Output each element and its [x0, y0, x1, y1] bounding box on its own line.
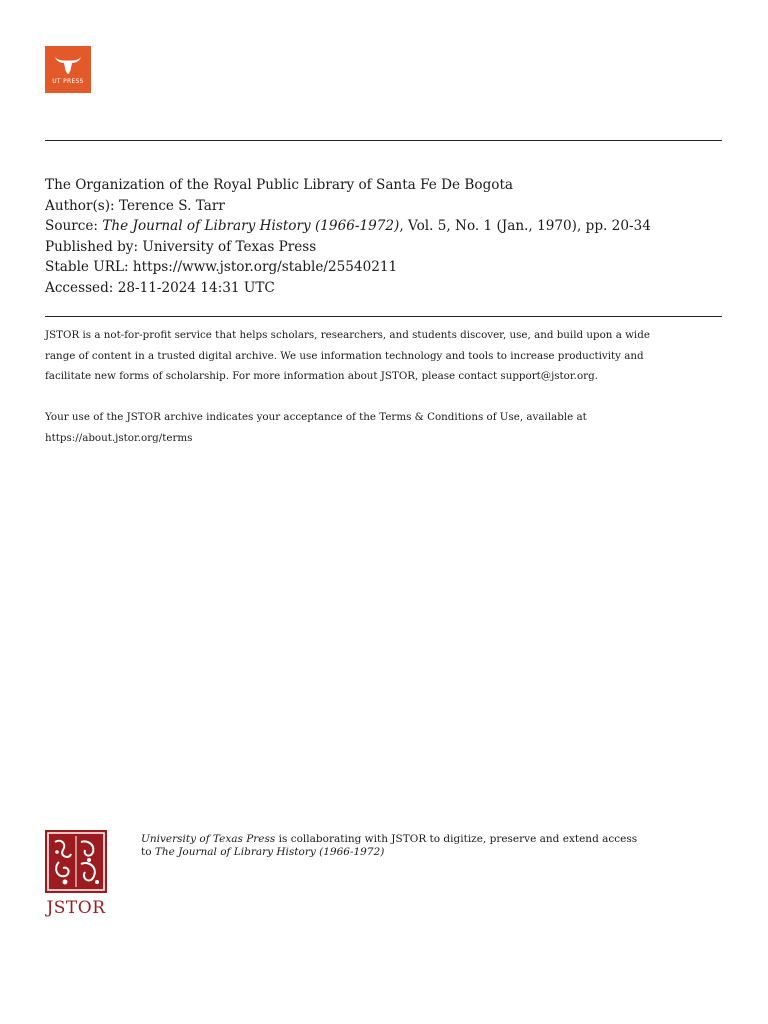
article-title: The Organization of the Royal Public Library of Santa Fe De Bogota [45, 177, 514, 193]
collab-prefix: to [141, 846, 155, 858]
author-name: Terence S. Tarr [118, 197, 225, 214]
stable-url-label: Stable URL: [45, 259, 129, 275]
source-details: , Vol. 5, No. 1 (Jan., 1970), pp. 20-34 [399, 218, 651, 234]
source-journal: The Journal of Library History (1966-1972) [102, 218, 400, 234]
collab-publisher: University of Texas Press [141, 833, 276, 845]
collab-line-2 [141, 846, 741, 859]
collab-journal: The Journal of Library History (1966-1972) [154, 846, 385, 858]
published-line [45, 237, 725, 258]
collab-text: is collaborating with JSTOR to digitize, preserve and extend access [275, 833, 638, 845]
stable-url-link[interactable]: https://www.jstor.org/stable/25540211 [132, 259, 398, 275]
collab-line-1 [141, 833, 741, 846]
accessed-line [45, 278, 725, 299]
author-label: Author(s): [45, 197, 115, 214]
ut-press-logo [45, 46, 91, 93]
notice-line-2: range of content in a trusted digital archive. We use information technology and tools to increase productivity and [45, 349, 644, 362]
ut-press-logo-text: UT PRESS [52, 78, 84, 85]
source-line [45, 216, 725, 237]
jstor-wordmark: JSTOR [46, 898, 106, 918]
collaboration-statement [141, 833, 741, 859]
source-label: Source: [45, 218, 98, 234]
jstor-seal-icon [45, 830, 107, 893]
notice-line-1: JSTOR is a not-for-profit service that helps scholars, researchers, and students discover, use, and build upon a wide [45, 329, 650, 341]
terms-link[interactable]: https://about.jstor.org/terms [45, 431, 193, 444]
citation-block [45, 175, 725, 298]
author-line [45, 196, 725, 217]
stable-url-line [45, 257, 725, 278]
published-label: Published by: [45, 238, 139, 255]
accessed-date: 28-11-2024 14:31 UTC [117, 279, 275, 296]
terms-line-1: Your use of the JSTOR archive indicates your acceptance of the Terms & Conditions of Use, available at [45, 411, 587, 424]
top-divider [45, 140, 722, 141]
middle-divider [45, 316, 722, 317]
longhorn-icon [53, 54, 83, 76]
accessed-label: Accessed: [45, 279, 114, 296]
jstor-notice [45, 325, 725, 448]
notice-line-3: facilitate new forms of scholarship. For more information about JSTOR, please contact support@jstor.org. [45, 370, 598, 383]
publisher-name: University of Texas Press [142, 238, 317, 255]
jstor-logo [45, 830, 107, 920]
